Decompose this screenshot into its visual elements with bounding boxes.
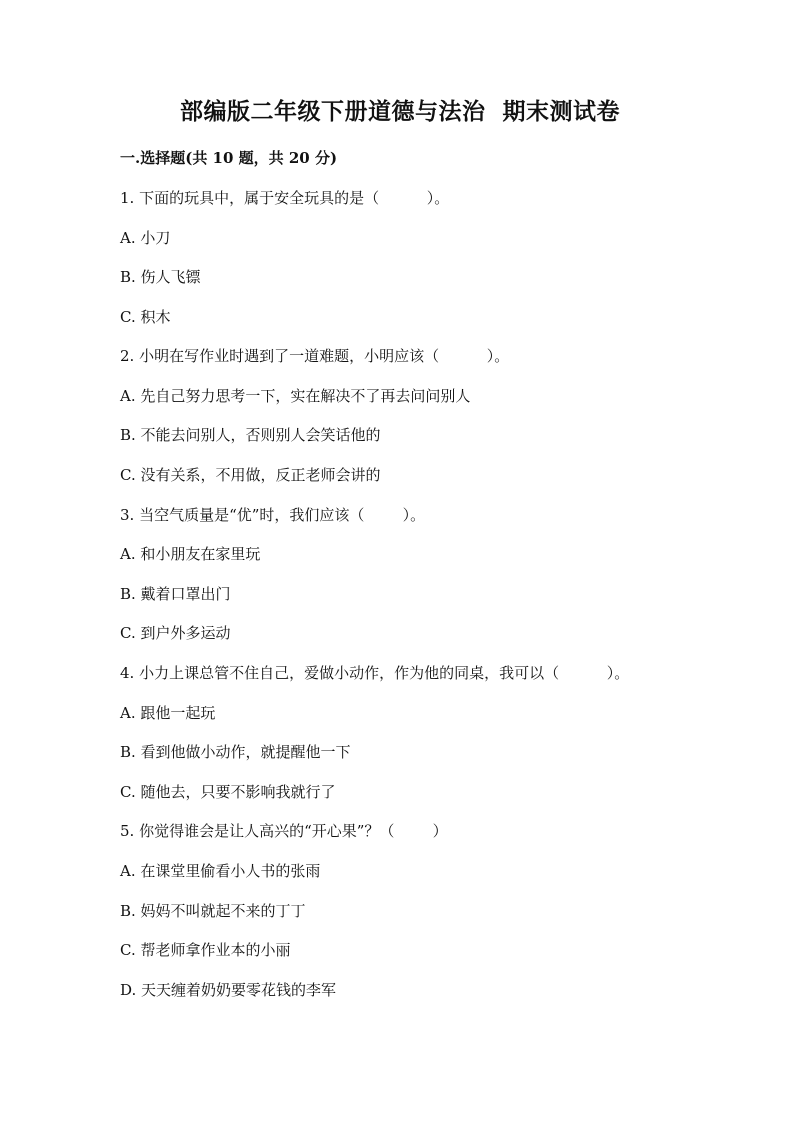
question-4-option-c: C. 随他去，只要不影响我就行了 — [120, 783, 336, 801]
exam-title: 部编版二年级下册道德与法治 期末测试卷 — [179, 98, 620, 125]
question-1-option-c: C. 积木 — [120, 308, 171, 326]
question-5-option-b: B. 妈妈不叫就起不来的丁丁 — [120, 902, 306, 920]
question-5-option-a: A. 在课堂里偷看小人书的张雨 — [120, 862, 321, 880]
question-3-option-a: A. 和小朋友在家里玩 — [120, 545, 261, 563]
question-5-option-c: C. 帮老师拿作业本的小丽 — [120, 941, 291, 959]
question-3-option-c: C. 到户外多运动 — [120, 624, 231, 642]
question-4-stem: 4. 小力上课总管不住自己，爱做小动作，作为他的同桌，我可以（ ）。 — [120, 664, 630, 682]
question-2-option-a: A. 先自己努力思考一下，实在解决不了再去问问别人 — [120, 387, 471, 405]
question-1-option-b: B. 伤人飞镖 — [120, 268, 201, 286]
question-4-option-b: B. 看到他做小动作，就提醒他一下 — [120, 743, 351, 761]
question-2-option-b: B. 不能去问别人，否则别人会笑话他的 — [120, 426, 381, 444]
section-heading: 一.选择题(共 10 题，共 20 分) — [120, 149, 338, 167]
question-4-option-a: A. 跟他一起玩 — [120, 704, 216, 722]
question-1-stem: 1. 下面的玩具中，属于安全玩具的是（ ）。 — [120, 189, 450, 207]
question-2-option-c: C. 没有关系，不用做，反正老师会讲的 — [120, 466, 381, 484]
question-5-option-d: D. 天天缠着奶奶要零花钱的李军 — [120, 981, 337, 999]
question-3-stem: 3. 当空气质量是“优”时，我们应该（ ）。 — [120, 506, 426, 524]
question-3-option-b: B. 戴着口罩出门 — [120, 585, 231, 603]
question-2-stem: 2. 小明在写作业时遇到了一道难题，小明应该（ ）。 — [120, 347, 510, 365]
question-5-stem: 5. 你觉得谁会是让人高兴的“开心果”？（ ） — [120, 822, 448, 840]
question-1-option-a: A. 小刀 — [120, 229, 171, 247]
